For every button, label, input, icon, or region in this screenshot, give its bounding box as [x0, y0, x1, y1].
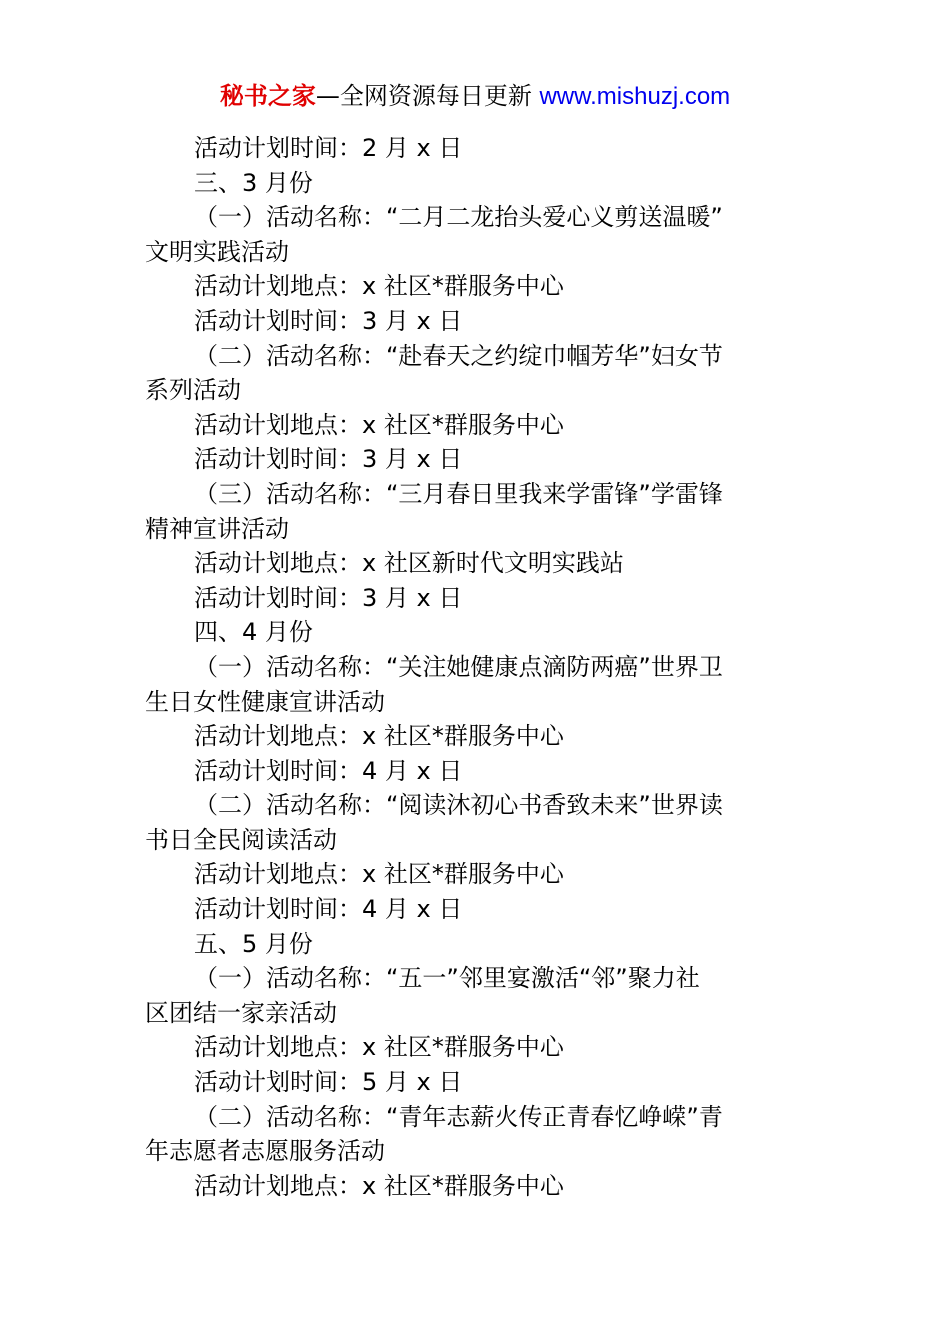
site-tagline: —全网资源每日更新 — [315, 82, 540, 110]
document-line: （二）活动名称：“阅读沐初心书香致未来”世界读 — [194, 791, 723, 820]
document-line: （三）活动名称：“三月春日里我来学雷锋”学雷锋 — [194, 479, 723, 508]
document-line: 活动计划地点：x 社区*群服务中心 — [194, 1033, 564, 1062]
document-line: （一）活动名称：“五一”邻里宴激活“邻”聚力社 — [194, 964, 700, 993]
document-line: 五、5 月份 — [194, 929, 313, 958]
document-line: 四、4 月份 — [194, 618, 313, 647]
document-line: 系列活动 — [145, 376, 241, 405]
document-line: 年志愿者志愿服务活动 — [145, 1137, 385, 1166]
document-line: 区团结一家亲活动 — [145, 998, 337, 1027]
site-brand: 秘书之家 — [219, 82, 316, 110]
document-line: 活动计划地点：x 社区*群服务中心 — [194, 1171, 564, 1200]
document-line: （一）活动名称：“关注她健康点滴防两癌”世界卫 — [194, 652, 723, 681]
document-line: 活动计划地点：x 社区*群服务中心 — [194, 722, 564, 751]
site-header — [0, 80, 950, 113]
document-line: 生日女性健康宣讲活动 — [145, 687, 385, 716]
document-line: （二）活动名称：“赴春天之约绽巾帼芳华”妇女节 — [194, 341, 723, 370]
document-line: 文明实践活动 — [145, 237, 289, 266]
document-line: （二）活动名称：“青年志薪火传正青春忆峥嵘”青 — [194, 1102, 723, 1131]
document-line: 活动计划地点：x 社区新时代文明实践站 — [194, 549, 624, 578]
document-line: 三、3 月份 — [194, 168, 313, 197]
document-line: 活动计划时间：3 月 x 日 — [194, 445, 463, 474]
document-line: （一）活动名称：“二月二龙抬头爱心义剪送温暖” — [194, 203, 723, 232]
document-line: 活动计划时间：4 月 x 日 — [194, 756, 463, 785]
document-line: 活动计划地点：x 社区*群服务中心 — [194, 272, 564, 301]
document-line: 活动计划时间：3 月 x 日 — [194, 583, 463, 612]
document-line: 书日全民阅读活动 — [145, 825, 337, 854]
document-line: 活动计划时间：2 月 x 日 — [194, 134, 463, 162]
document-line: 活动计划时间：4 月 x 日 — [194, 895, 463, 924]
document-line: 活动计划时间：5 月 x 日 — [194, 1068, 463, 1097]
document-line: 活动计划地点：x 社区*群服务中心 — [194, 410, 564, 439]
document-line: 活动计划时间：3 月 x 日 — [194, 306, 463, 335]
site-url-link[interactable]: www.mishuzj.com — [539, 83, 731, 110]
document-body — [145, 131, 813, 1203]
document-line: 精神宣讲活动 — [145, 514, 289, 543]
document-line: 活动计划地点：x 社区*群服务中心 — [194, 860, 564, 889]
